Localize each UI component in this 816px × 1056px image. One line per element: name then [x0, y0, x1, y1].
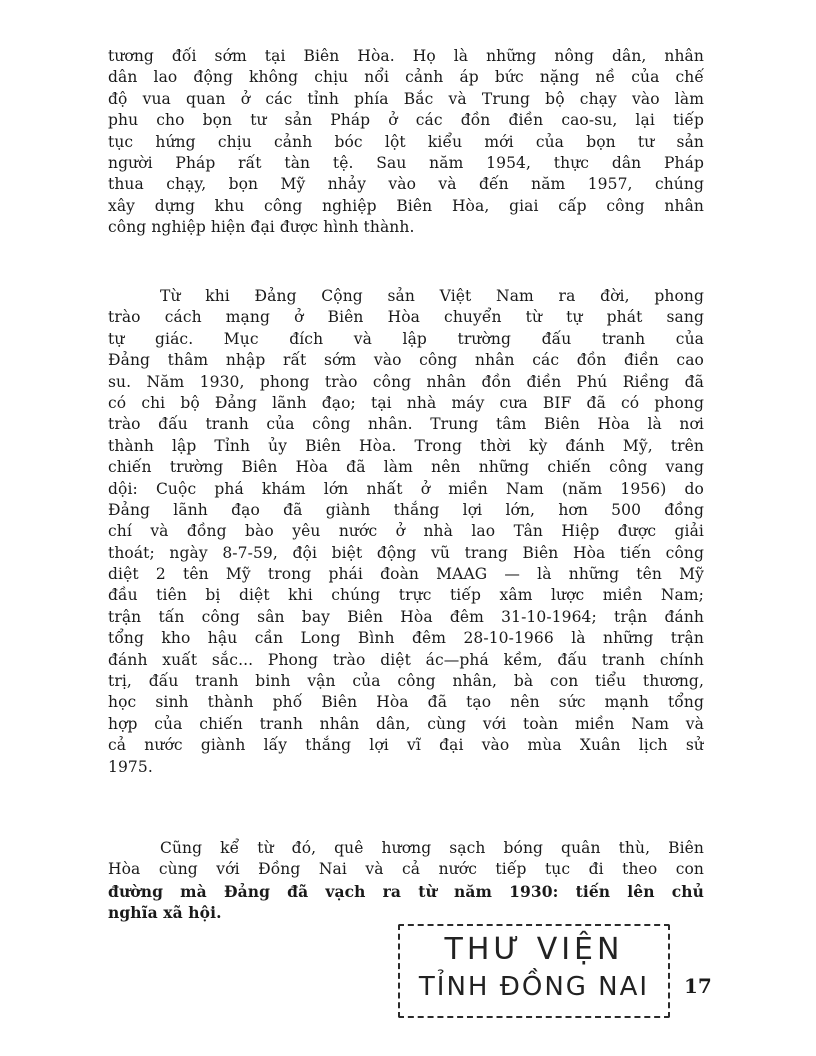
paragraph-1: [108, 46, 704, 239]
text-line: Đảng lãnh đạo đã giành thắng lợi lớn, hơn 500 đồng: [108, 500, 704, 519]
text-line: xây dựng khu công nghiệp Biên Hòa, giai cấp công nhân: [108, 196, 704, 215]
text-line: thành lập Tỉnh ủy Biên Hòa. Trong thời kỳ đánh Mỹ, trên: [108, 436, 704, 455]
text-line: Cũng kể từ đó, quê hương sạch bóng quân thù, Biên: [160, 839, 704, 857]
library-stamp: [398, 924, 670, 1018]
text-line: dội: Cuộc phá khám lớn nhất ở miền Nam (năm 1956) do: [108, 479, 704, 498]
text-line: chiến trường Biên Hòa đã làm nên những chiến công vang: [108, 458, 704, 477]
stamp-line-2: TỈNH ĐỒNG NAI: [418, 972, 650, 1002]
text-line: đầu tiên bị diệt khi chúng trực tiếp xâm lược miền Nam;: [108, 586, 704, 605]
text-line: độ vua quan ở các tỉnh phía Bắc và Trung bộ chạy vào làm: [108, 89, 704, 108]
paragraph-3: [108, 838, 704, 924]
text-line: tự giác. Mục đích và lập trường đấu tranh của: [108, 329, 704, 348]
page-number: 17: [684, 974, 712, 998]
text-line: hợp của chiến tranh nhân dân, cùng với toàn miền Nam và: [108, 714, 704, 733]
text-line: đường mà Đảng đã vạch ra từ năm 1930: tiến lên chủ: [108, 881, 704, 901]
text-line: học sinh thành phố Biên Hòa đã tạo nên sức mạnh tổng: [108, 693, 704, 712]
text-line: đánh xuất sắc... Phong trào diệt ác—phá kềm, đấu tranh chính: [108, 650, 704, 669]
text-line: Hòa cùng với Đồng Nai và cả nước tiếp tục đi theo con: [108, 860, 704, 879]
text-line: Từ khi Đảng Cộng sản Việt Nam ra đời, phong: [160, 287, 704, 305]
text-line: tục hứng chịu cảnh bóc lột kiểu mới của bọn tư sản: [108, 132, 704, 151]
text-line: tổng kho hậu cần Long Bình đêm 28-10-1966 là những trận: [108, 629, 704, 648]
text-line: trào cách mạng ở Biên Hòa chuyển từ tự phát sang: [108, 308, 704, 327]
text-line: Đảng thâm nhập rất sớm vào công nhân các đồn điền cao: [108, 351, 704, 370]
text-line: có chi bộ Đảng lãnh đạo; tại nhà máy cưa BIF đã có phong: [108, 393, 704, 412]
text-line: trị, đấu tranh binh vận của công nhân, bà con tiểu thương,: [108, 672, 704, 691]
stamp-line-1: THƯ VIỆN: [444, 932, 624, 967]
text-line: chí và đồng bào yêu nước ở nhà lao Tân Hiệp được giải: [108, 522, 704, 541]
text-line: tương đối sớm tại Biên Hòa. Họ là những nông dân, nhân: [108, 47, 704, 65]
text-line: trào đấu tranh của công nhân. Trung tâm Biên Hòa là nơi: [108, 415, 704, 434]
paragraph-2: [108, 286, 704, 778]
text-line: su. Năm 1930, phong trào công nhân đồn điền Phú Riềng đã: [108, 372, 704, 391]
text-line: diệt 2 tên Mỹ trong phái đoàn MAAG — là những tên Mỹ: [108, 565, 704, 584]
text-line: nghĩa xã hội.: [108, 903, 222, 923]
text-line: 1975.: [108, 757, 153, 776]
text-line: dân lao động không chịu nổi cảnh áp bức nặng nề của chế: [108, 68, 704, 87]
text-line: trận tấn công sân bay Biên Hòa đêm 31-10-1964; trận đánh: [108, 607, 704, 626]
text-line: phu cho bọn tư sản Pháp ở các đồn điền cao-su, lại tiếp: [108, 111, 704, 130]
text-line: công nghiệp hiện đại được hình thành.: [108, 218, 415, 237]
text-line: người Pháp rất tàn tệ. Sau năm 1954, thực dân Pháp: [108, 153, 704, 172]
text-line: cả nước giành lấy thắng lợi vĩ đại vào mùa Xuân lịch sử: [108, 736, 704, 755]
text-line: thua chạy, bọn Mỹ nhảy vào và đến năm 1957, chúng: [108, 175, 704, 194]
text-line: thoát; ngày 8-7-59, đội biệt động vũ trang Biên Hòa tiến công: [108, 543, 704, 562]
